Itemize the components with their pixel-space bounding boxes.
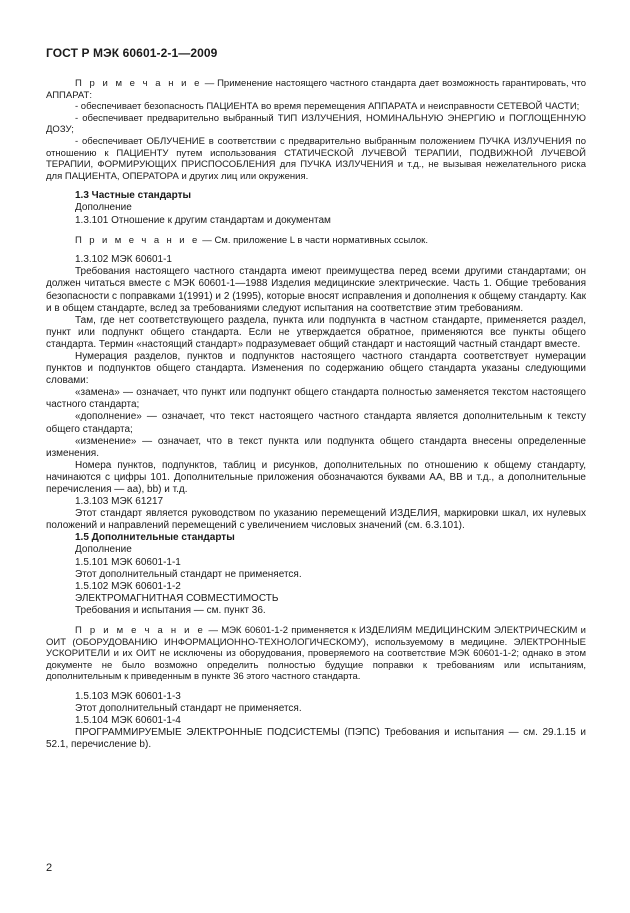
note-list-item: - обеспечивает ОБЛУЧЕНИЕ в соответствии с предварительно выбранным положением ПУЧКА ИЗЛУЧЕНИЯ по отношению к ПАЦИЕНТУ путем использования СТАТИЧЕСКОЙ ЛУЧЕВОЙ ТЕРАПИИ, ПОДВИЖНОЙ ЛУЧЕВОЙ ТЕРАПИИ, ФОРМИРУЮЩИХ ПРИСПОСОБЛЕНИЯ для ПУЧКА ИЗЛУЧЕНИЯ и т.д., не вызывая нежелательного риска для ПАЦИЕНТА, ОПЕРАТОРА и других лиц или окружения. [46, 135, 586, 182]
subsection-title: 1.5.101 МЭК 60601-1-1 [75, 556, 181, 568]
section-heading: 1.5 Дополнительные стандарты [75, 532, 235, 544]
subsection-subtitle: ЭЛЕКТРОМАГНИТНАЯ СОВМЕСТИМОСТЬ [75, 592, 279, 604]
note-label: П р и м е ч а н и е [75, 234, 200, 246]
note-list-item: - обеспечивает безопасность ПАЦИЕНТА во время перемещения АППАРАТА и неисправности СЕТЕВОЙ ЧАСТИ; [75, 101, 580, 113]
note-text: — МЭК 60601-1-2 применяется к ИЗДЕЛИЯМ МЕДИЦИНСКИМ ЭЛЕКТРИЧЕСКИМ и ОИТ (ОБОРУДОВАНИЮ ИНФОРМАЦИОННО-ТЕХНОЛОГИЧЕСКОМУ), используемому в медицине. ЭЛЕКТРОННЫЕ УСКОРИТЕЛИ и их ОИТ не исключены из оборудования, проверяемого на соответствие МЭК 60601-1-2; однако в этом документе не было возможно определить полностью будущие поправки к требованиям или испытаниям, дополнительным к приведенным в пункте 36 этого частного стандарта. [46, 625, 586, 683]
note-paragraph [46, 78, 586, 101]
subsection-title: 1.3.102 МЭК 60601-1 [75, 254, 172, 266]
body-paragraph: Нумерация разделов, пунктов и подпунктов настоящего частного стандарта соответствует нумерации пунктов и подпунктов общего стандарта. Изменения по содержанию общего стандарта указаны следующими словами: [46, 350, 586, 387]
subsection-title: 1.5.102 МЭК 60601-1-2 [75, 580, 181, 592]
page-header: ГОСТ Р МЭК 60601-2-1—2009 [46, 46, 218, 60]
amendment-type: Дополнение [75, 544, 132, 556]
body-paragraph: Этот дополнительный стандарт не применяется. [75, 568, 302, 580]
subsection-title: 1.3.103 МЭК 61217 [75, 496, 164, 508]
subsection-title: 1.5.103 МЭК 60601-1-3 [75, 691, 181, 702]
note-label: П р и м е ч а н и е [75, 78, 202, 89]
document-body [46, 78, 586, 751]
body-paragraph: «замена» — означает, что пункт или подпункт общего стандарта полностью заменяется текстом настоящего частного стандарта; [46, 387, 586, 411]
note-label: П р и м е ч а н и е [75, 625, 206, 637]
page-number: 2 [46, 862, 53, 874]
body-paragraph: Требования настоящего частного стандарта имеют преимущества перед всеми другими стандартами; он должен читаться вместе с МЭК 60601-1—1988 Изделия медицинские электрические. Часть 1. Общие требования безопасности с поправками 1(1991) и 2 (1995), которые вносят исправления и дополнения к общему стандарту. Как и в общем стандарте, вслед за требованиями следуют испытания на соответствие этим требованиям. [46, 266, 586, 314]
body-paragraph: Номера пунктов, подпунктов, таблиц и рисунков, дополнительных по отношению к общему стандарту, начинаются с цифры 101. Дополнительные приложения обозначаются буквами АА, ВВ и т.д., а дополнительные перечисления — аа), bb) и т.д. [46, 459, 586, 495]
subsection-title: 1.5.104 МЭК 60601-1-4 [75, 715, 181, 727]
body-paragraph: Этот дополнительный стандарт не применяется. [75, 703, 302, 715]
section-heading: 1.3 Частные стандарты [75, 190, 192, 202]
body-paragraph: Этот стандарт является руководством по указанию перемещений ИЗДЕЛИЯ, маркировки шкал, их нулевых положений и направлений перемещений с увеличением числовых значений (см. 6.3.101). [46, 508, 586, 532]
body-paragraph: «изменение» — означает, что в текст пункта или подпункта общего стандарта внесены определенные изменения. [46, 435, 586, 459]
subsection-title: 1.3.101 Отношение к другим стандартам и документам [75, 214, 331, 226]
body-paragraph: «дополнение» — означает, что текст настоящего частного стандарта является дополнительным к тексту общего стандарта; [46, 411, 586, 435]
body-paragraph: ПРОГРАММИРУЕМЫЕ ЭЛЕКТРОННЫЕ ПОДСИСТЕМЫ (ПЭПС) Требования и испытания — см. 29.1.15 и 52.1, перечисление b). [46, 727, 586, 751]
note-list-item: - обеспечивает предварительно выбранный ТИП ИЗЛУЧЕНИЯ, НОМИНАЛЬНУЮ ЭНЕРГИЮ и ПОГЛОЩЕННУЮ ДОЗУ; [46, 112, 586, 136]
note-text: — Применение настоящего частного стандарта дает возможность гарантировать, что АППАРАТ: [46, 78, 586, 101]
amendment-type: Дополнение [75, 202, 132, 214]
note-paragraph [46, 625, 586, 683]
body-paragraph: Требования и испытания — см. пункт 36. [75, 604, 266, 616]
note-text: — См. приложение L в части нормативных ссылок. [199, 234, 428, 246]
body-paragraph: Там, где нет соответствующего раздела, пункта или подпункта в частном стандарте, применяется раздел, пункт или подпункт общего стандарта. Если не утверждается обратное, применяются все пункты общего стандарта. Термин «настоящий стандарт» подразумевает общий стандарт и настоящий частный стандарт вместе. [46, 314, 586, 350]
note-paragraph [46, 235, 586, 247]
